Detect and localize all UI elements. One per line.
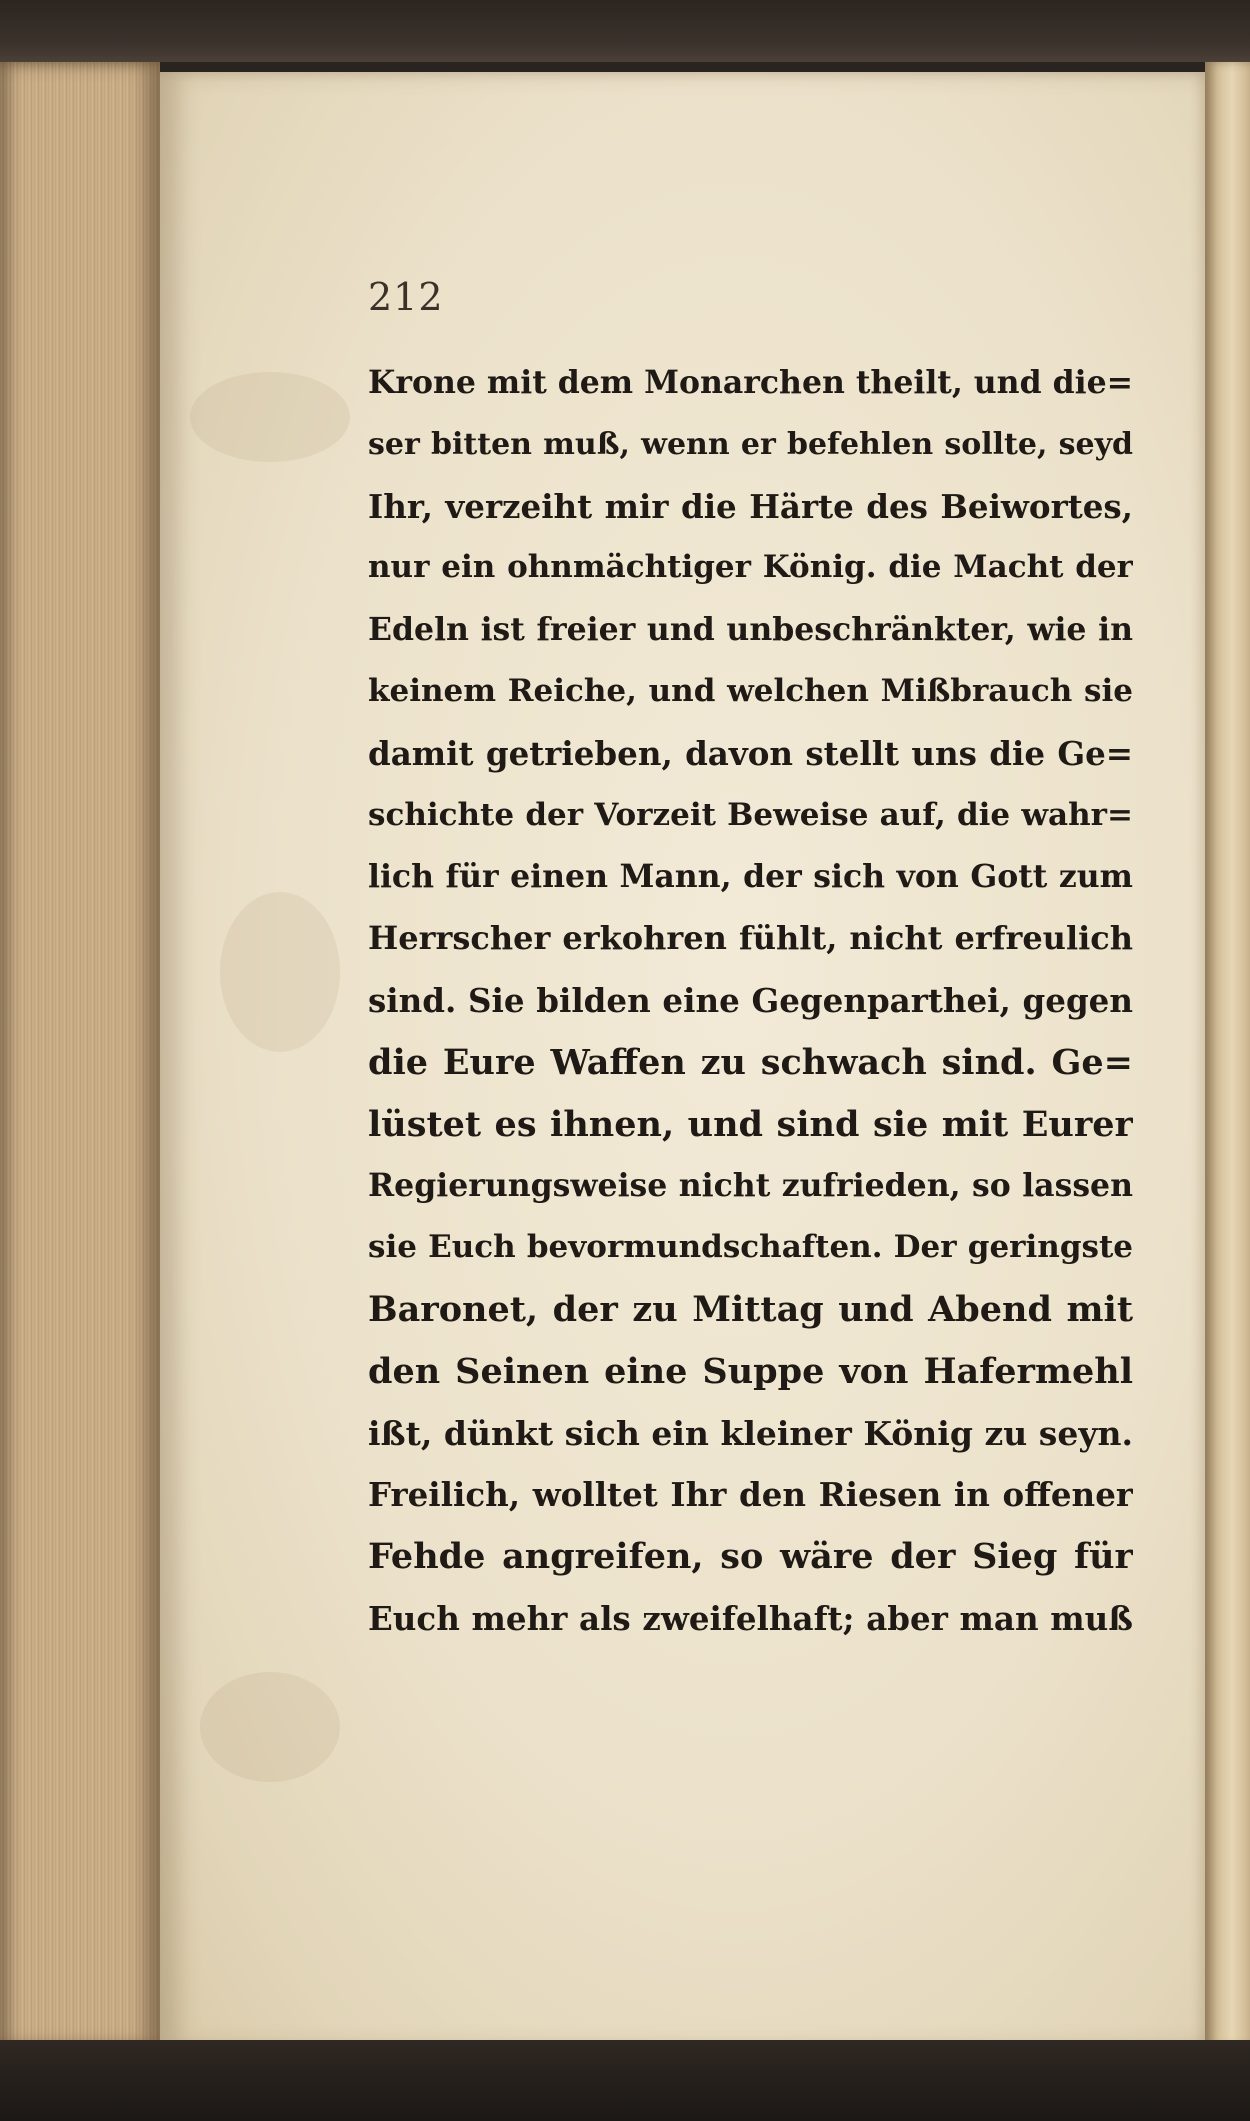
text-line: sie Euch bevormundschaften. Der geringste bbox=[368, 1229, 1133, 1266]
facing-page-edge bbox=[1205, 62, 1250, 2047]
text-line: Ihr, verzeiht mir die Härte des Beiwortes, bbox=[368, 486, 1133, 526]
paper-stain bbox=[200, 1672, 340, 1782]
text-line: Regierungsweise nicht zufrieden, so lassen bbox=[368, 1167, 1133, 1205]
top-book-edge bbox=[0, 0, 1250, 62]
page-number: 212 bbox=[368, 275, 444, 319]
text-line: ißt, dünkt sich ein kleiner König zu seyn. bbox=[368, 1413, 1133, 1453]
text-line: ser bitten muß, wenn er befehlen sollte, seyd bbox=[368, 426, 1133, 462]
text-line: Baronet, der zu Mittag und Abend mit bbox=[368, 1288, 1133, 1330]
paper-stain bbox=[190, 372, 350, 462]
paper-stain bbox=[220, 892, 340, 1052]
text-line: lich für einen Mann, der sich von Gott zum bbox=[368, 858, 1133, 896]
text-line: nur ein ohnmächtiger König. die Macht der bbox=[368, 549, 1133, 586]
text-line: Freilich, wolltet Ihr den Riesen in offener bbox=[368, 1475, 1133, 1515]
text-line: Euch mehr als zweifelhaft; aber man muß bbox=[368, 1598, 1133, 1638]
text-line: den Seinen eine Suppe von Hafermehl bbox=[368, 1350, 1133, 1392]
page-text bbox=[368, 352, 1133, 1650]
text-line: schichte der Vorzeit Beweise auf, die wahr= bbox=[368, 796, 1133, 833]
text-line: Herrscher erkohren fühlt, nicht erfreulich bbox=[368, 919, 1133, 958]
text-line: sind. Sie bilden eine Gegenparthei, gegen bbox=[368, 980, 1133, 1020]
text-line: die Eure Waffen zu schwach sind. Ge= bbox=[368, 1041, 1133, 1083]
text-line: Fehde angreifen, so wäre der Sieg für bbox=[368, 1536, 1133, 1578]
text-line: Krone mit dem Monarchen theilt, und die= bbox=[368, 364, 1133, 401]
text-line: Edeln ist freier und unbeschränkter, wie in bbox=[368, 611, 1133, 649]
text-line: lüstet es ihnen, und sind sie mit Eurer bbox=[368, 1103, 1133, 1145]
page-block-edge bbox=[0, 62, 160, 2047]
text-line: damit getrieben, davon stellt uns die Ge= bbox=[368, 733, 1133, 773]
text-line: keinem Reiche, und welchen Mißbrauch sie bbox=[368, 672, 1133, 709]
bottom-book-edge bbox=[0, 2040, 1250, 2121]
